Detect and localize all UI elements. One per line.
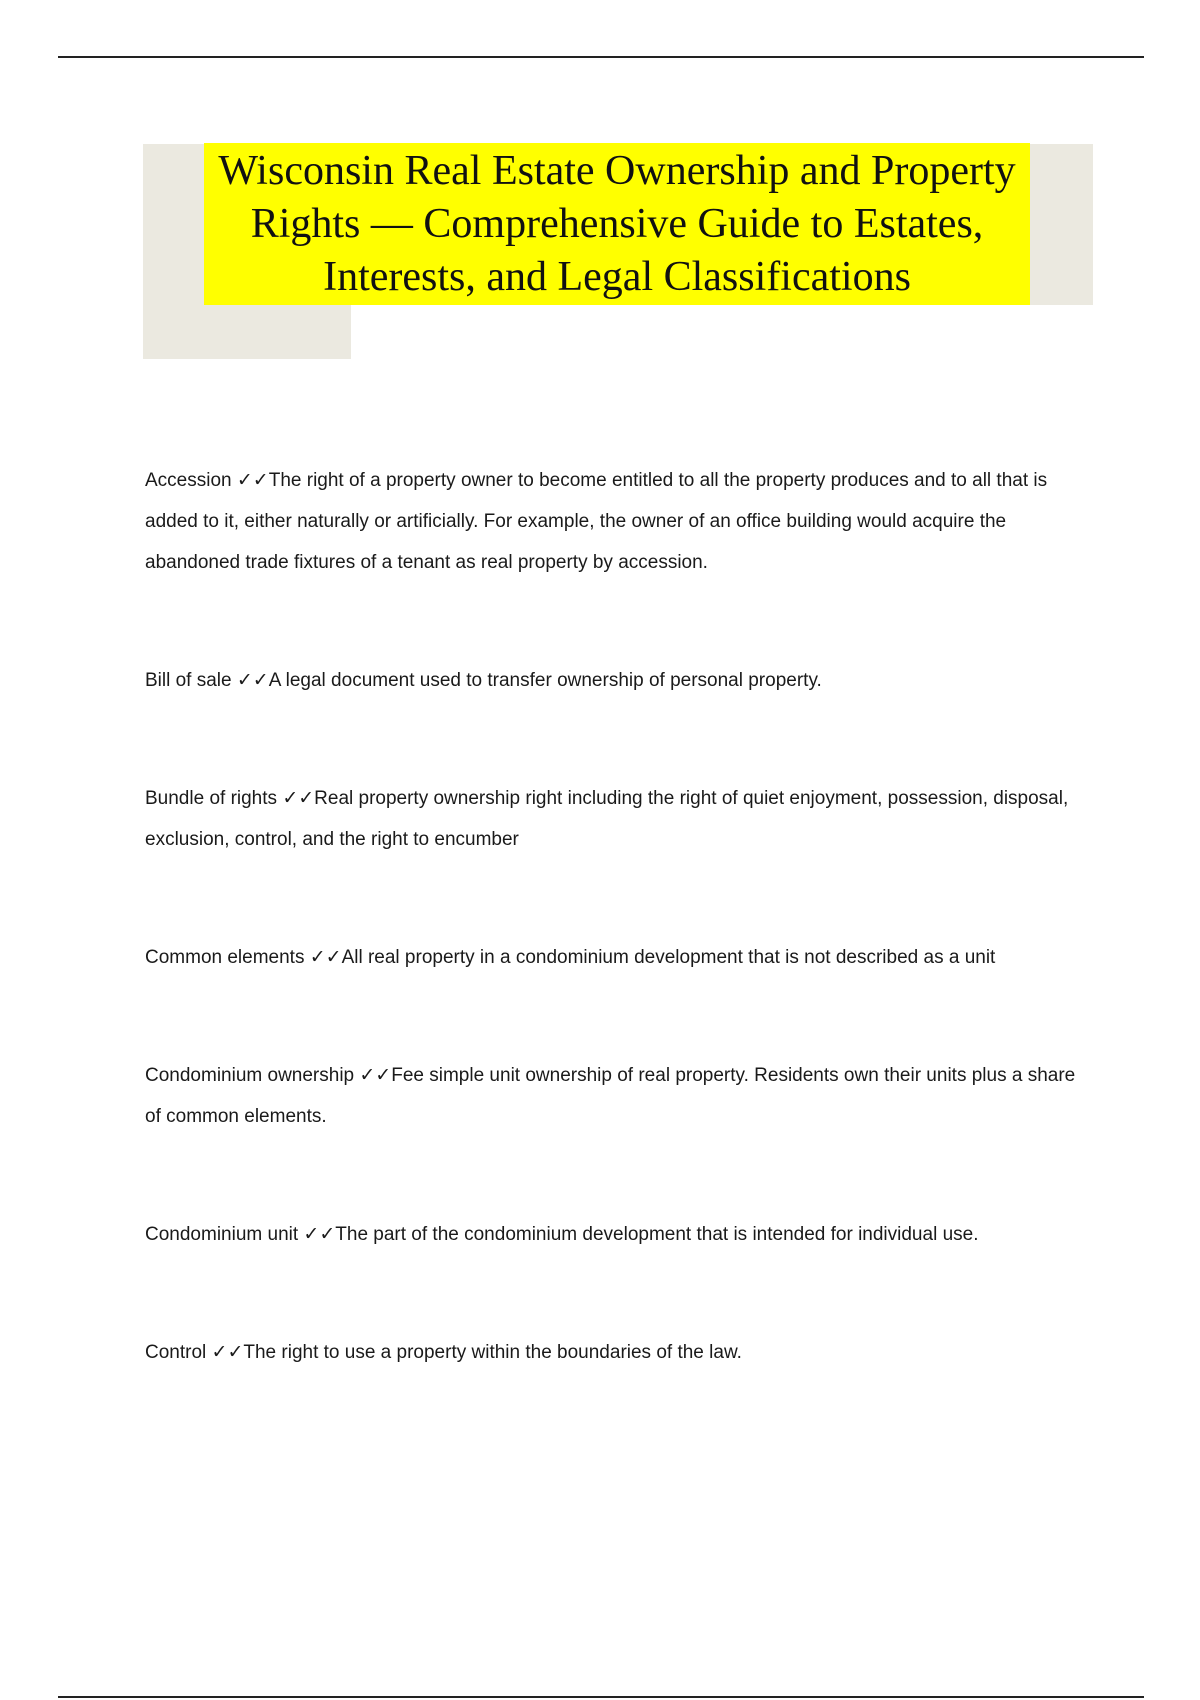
check-mark-icon: ✓✓: [236, 470, 269, 491]
entry-definition: Real property ownership right including the right of quiet enjoyment, possession, disposal, exclusion, control, and the right to encumber: [145, 788, 1069, 850]
entry-definition: The right to use a property within the boundaries of the law.: [243, 1342, 742, 1363]
entry-term: Condominium unit: [145, 1224, 299, 1245]
entry-definition: A legal document used to transfer ownership of personal property.: [268, 670, 822, 691]
check-mark-icon: ✓✓: [236, 670, 269, 691]
check-mark-icon: ✓✓: [303, 1224, 336, 1245]
entry-term: Condominium ownership: [145, 1065, 355, 1086]
entry-term: Common elements: [145, 947, 305, 968]
entry-definition: Fee simple unit ownership of real property. Residents own their units plus a share of common elements.: [145, 1065, 1076, 1127]
bottom-rule: [58, 1696, 1144, 1698]
glossary-entry: [145, 1332, 1080, 1373]
glossary-list: [145, 460, 1080, 1373]
entry-term: Accession: [145, 470, 232, 491]
entry-term: Bill of sale: [145, 670, 232, 691]
glossary-entry: [145, 460, 1080, 583]
check-mark-icon: ✓✓: [309, 947, 342, 968]
check-mark-icon: ✓✓: [359, 1065, 392, 1086]
glossary-entry: [145, 1214, 1080, 1255]
check-mark-icon: ✓✓: [211, 1342, 244, 1363]
entry-term: Bundle of rights: [145, 788, 278, 809]
title-highlight: [204, 143, 1030, 305]
glossary-entry: [145, 778, 1080, 860]
check-mark-icon: ✓✓: [282, 788, 315, 809]
entry-term: Control: [145, 1342, 207, 1363]
title-background-tail: [143, 300, 351, 359]
glossary-entry: [145, 660, 1080, 701]
entry-definition: All real property in a condominium development that is not described as a unit: [341, 947, 996, 968]
entry-definition: The right of a property owner to become entitled to all the property produces and to all that is added to it, either naturally or artificially. For example, the owner of an office building would acquire the abandoned trade fixtures of a tenant as real property by accession.: [145, 470, 1048, 573]
entry-definition: The part of the condominium development that is intended for individual use.: [335, 1224, 979, 1245]
page-title: Wisconsin Real Estate Ownership and Property Rights — Comprehensive Guide to Estates, Interests, and Legal Classifications: [218, 147, 1016, 300]
glossary-entry: [145, 1055, 1080, 1137]
glossary-entry: [145, 937, 1080, 978]
top-rule: [58, 56, 1144, 58]
